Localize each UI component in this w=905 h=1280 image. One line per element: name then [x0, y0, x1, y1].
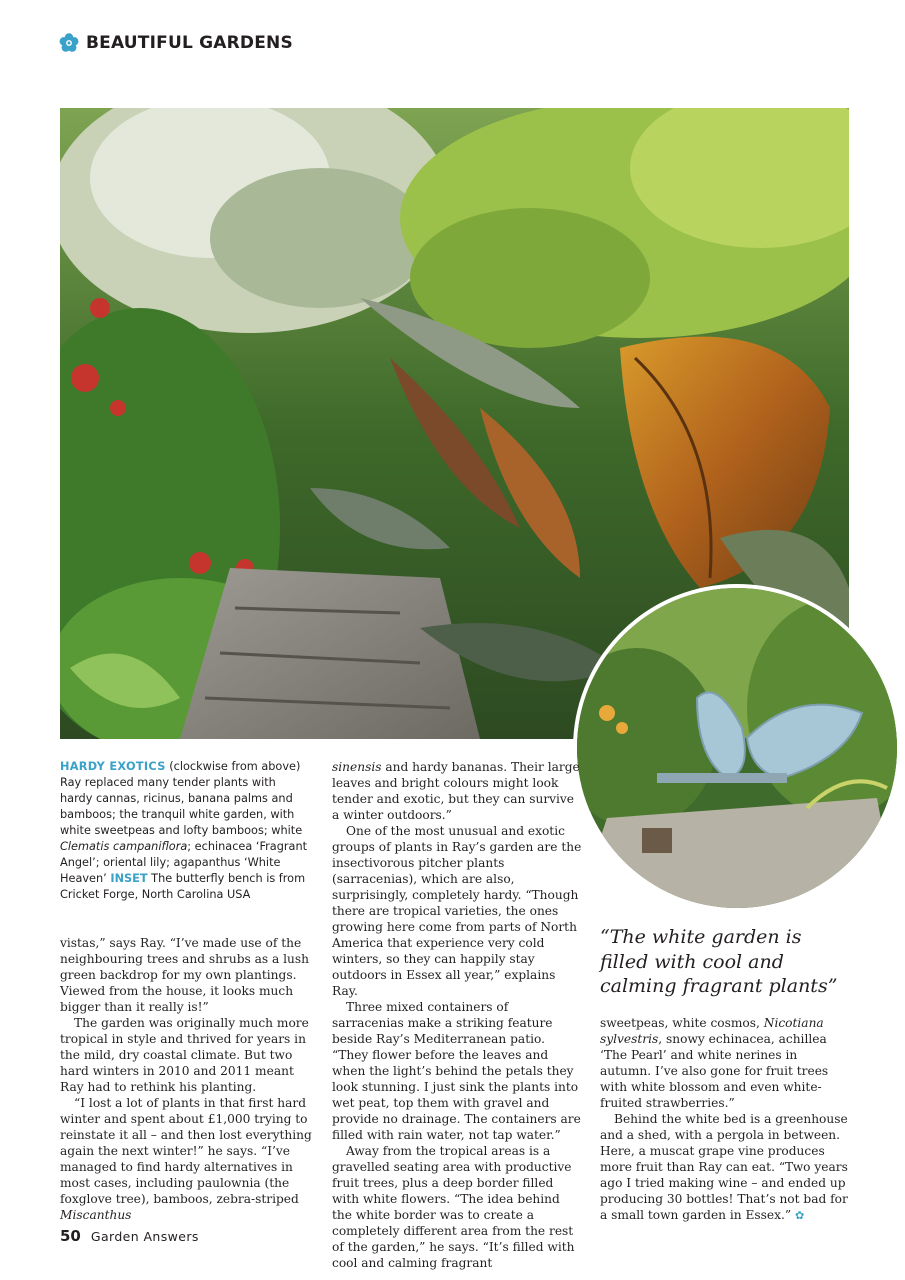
paragraph [600, 1015, 852, 1111]
paragraph-text: Behind the white bed is a greenhouse and a shed, with a pergola in between. Here, a muscat grape vine produces more fruit than Ray can eat. “Two years ago I tried making wine – and ended up producing 30 bottles! That’s not bad for a small town garden in Essex.” [600, 1112, 848, 1222]
section-title: BEAUTIFUL GARDENS [86, 33, 293, 53]
section-header [58, 30, 293, 56]
paragraph: Three mixed containers of sarracenias make a striking feature beside Ray’s Mediterranean patio. “They flower before the leaves and when the light’s behind the petals they look stunning. I just sink the plants into wet peat, top them with gravel and provide no drainage. The containers are filled with rain water, not tap water.” [332, 1000, 581, 1142]
paragraph [600, 1111, 852, 1224]
paragraph: One of the most unusual and exotic groups of plants in Ray’s garden are the insectivorous pitcher plants (sarracenias), which are also, surprisingly, completely hardy. “Though there are tropical varieties, the ones growing here come from parts of North America that experience very cold winters, so they can happily stay outdoors in Essex all year,” explains Ray. [332, 824, 582, 998]
caption-text-1: (clockwise from above) Ray replaced many tender plants with hardy cannas, ricinus, banana palms and bamboos; the tranquil white garden, with white sweetpeas and lofty bamboos; white [60, 760, 303, 837]
paragraph-text: “I lost a lot of plants in that first hard winter and spent about £1,000 trying to reinstate it all – and then lost everything again the next winter!” he says. “I’ve managed to find hardy alternatives in most cases, including paulownia (the foxglove tree), bamboos, zebra-striped [60, 1096, 312, 1206]
paragraph: Away from the tropical areas is a gravelled seating area with productive fruit trees, plus a deep border filled with white flowers. “The idea behind the white border was to create a completely different area from the rest of the garden,” he says. “It’s filled with cool and calming fragrant [332, 1144, 575, 1270]
photo-caption [60, 759, 308, 903]
paragraph-text: sweetpeas, white cosmos, [600, 1016, 764, 1030]
paragraph-italic: sinensis [332, 760, 382, 774]
paragraph-italic: Miscanthus [60, 1208, 132, 1222]
paragraph: The garden was originally much more tropical in style and thrived for years in the mild, dry coastal climate. But two hard winters in 2010 and 2011 meant Ray had to rethink his planting. [60, 1016, 309, 1094]
caption-text-2: ; echinacea ‘Fragrant Angel’; oriental lily; agapanthus ‘White Heaven’ [60, 840, 308, 885]
paragraph-text: and hardy bananas. Their large leaves and bright colours might look tender and exotic, but they can survive a winter outdoors.” [332, 760, 580, 822]
article-column-2 [332, 759, 582, 1271]
caption-italic: Clematis campaniflora [60, 840, 188, 853]
paragraph-text: , snowy echinacea, achillea ‘The Pearl’ and white nerines in autumn. I’ve also gone for fruit trees with white blossom and even white-fruited strawberries.” [600, 1032, 829, 1110]
pull-quote: “The white garden is filled with cool and calming fragrant plants” [600, 926, 838, 997]
magazine-name: Garden Answers [90, 1229, 199, 1244]
page-number: 50 [60, 1227, 81, 1245]
paragraph [332, 759, 582, 823]
flower-icon [58, 32, 80, 54]
article-column-3 [600, 1015, 852, 1224]
caption-lead: HARDY EXOTICS [60, 760, 166, 773]
caption-inset-tag: INSET [110, 872, 148, 885]
end-mark-icon: ✿ [795, 1209, 805, 1222]
paragraph-italic: Nicotiana sylvestris [600, 1016, 824, 1046]
paragraph [60, 1095, 312, 1223]
page-footer [60, 1227, 199, 1247]
paragraph: vistas,” says Ray. “I’ve made use of the neighbouring trees and shrubs as a lush green backdrop for my own plantings. Viewed from the house, it looks much bigger than it really is!” [60, 936, 310, 1014]
article-column-1 [60, 935, 312, 1223]
caption-text-3: The butterfly bench is from Cricket Forge, North Carolina USA [60, 872, 306, 901]
butterfly-bench-photo [573, 584, 901, 912]
